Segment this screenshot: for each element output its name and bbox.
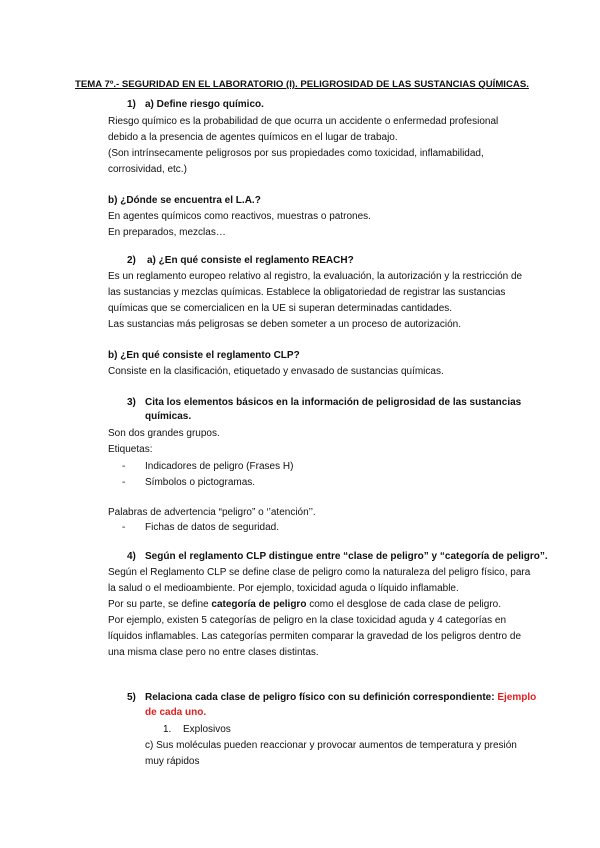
q3-warning: Palabras de advertencia “peligro” o ‘’atención’’. <box>108 507 316 518</box>
q3-item-1: Indicadores de peligro (Frases H) <box>145 461 294 472</box>
q5-heading <box>145 691 536 705</box>
q2b-line-1: Consiste en la clasificación, etiquetado y envasado de sustancias químicas. <box>108 366 444 377</box>
q2-line-2: las sustancias y mezclas químicas. Establece la obligatoriedad de registrar las sustancias <box>108 287 506 298</box>
q3-item-last: Fichas de datos de seguridad. <box>145 522 279 533</box>
q5-answer-line-2: muy rápidos <box>145 756 200 767</box>
q5-sub-number: 1. <box>163 724 172 735</box>
q4-line-3-bold: categoría de peligro <box>211 599 307 610</box>
q5-heading-red-2: de cada uno. <box>145 707 207 718</box>
q4-line-2: la salud o el medioambiente. Por ejemplo, toxicidad aguda o líquido inflamable. <box>108 583 459 594</box>
q1-number: 1) <box>127 99 136 110</box>
q1b-line-1: En agentes químicos como reactivos, muestras o patrones. <box>108 211 371 222</box>
bullet-marker: - <box>122 522 126 533</box>
q1-line-4: corrosividad, etc.) <box>108 164 187 175</box>
q4-line-5: líquidos inflamables. Las categorías permiten comparar la gravedad de los peligros dentro de <box>108 631 522 642</box>
q5-heading-red: Ejemplo <box>497 692 537 703</box>
q3-intro: Son dos grandes grupos. <box>108 428 220 439</box>
q4-line-1: Según el Reglamento CLP se define clase de peligro como la naturaleza del peligro físico, para <box>108 567 531 578</box>
q2-line-3: químicas que se comercialicen en la UE si superan determinadas cantidades. <box>108 303 453 314</box>
q5-sub-item: Explosivos <box>183 724 231 735</box>
q2-heading: a) ¿En qué consiste el reglamento REACH? <box>147 255 354 266</box>
q4-line-3-post: como el desglose de cada clase de peligro. <box>306 599 502 610</box>
q4-line-3-pre: Por su parte, se define <box>108 599 212 610</box>
q1b-line-2: En preparados, mezclas… <box>108 227 226 238</box>
q3-number: 3) <box>127 397 136 408</box>
bullet-marker: - <box>122 477 126 488</box>
q1-line-3: (Son intrínsecamente peligrosos por sus propiedades como toxicidad, inflamabilidad, <box>108 148 484 159</box>
page-title: TEMA 7º.- SEGURIDAD EN EL LABORATORIO (I). PELIGROSIDAD DE LAS SUSTANCIAS QUÍMICAS. <box>75 79 529 90</box>
q2-line-4: Las sustancias más peligrosas se deben someter a un proceso de autorización. <box>108 319 461 330</box>
q5-heading-text: Relaciona cada clase de peligro físico con su definición correspondiente: <box>145 692 498 703</box>
q4-line-4: Por ejemplo, existen 5 categorías de peligro en la clase toxicidad aguda y 4 categorías en <box>108 615 507 626</box>
q1-line-2: debido a la presencia de agentes químicos en el lugar de trabajo. <box>108 132 398 143</box>
q3-heading-line-1: Cita los elementos básicos en la información de peligrosidad de las sustancias <box>145 397 522 408</box>
q4-line-3 <box>108 598 501 612</box>
q3-label: Etiquetas: <box>108 444 153 455</box>
q1b-heading: b) ¿Dónde se encuentra el L.A.? <box>108 195 261 206</box>
q3-heading-line-2: químicas. <box>145 411 192 422</box>
q2b-heading: b) ¿En qué consiste el reglamento CLP? <box>108 350 300 361</box>
q5-answer-line-1: c) Sus moléculas pueden reaccionar y provocar aumentos de temperatura y presión <box>145 740 517 751</box>
q1-line-1: Riesgo químico es la probabilidad de que ocurra un accidente o enfermedad profesional <box>108 116 499 127</box>
q2-number: 2) <box>127 255 136 266</box>
q4-heading: Según el reglamento CLP distingue entre “clase de peligro” y “categoría de peligro”. <box>145 551 548 562</box>
q4-line-6: una misma clase pero no entre clases distintas. <box>108 647 319 658</box>
q1-heading: a) Define riesgo químico. <box>145 99 264 110</box>
q5-number: 5) <box>127 692 136 703</box>
q4-number: 4) <box>127 551 136 562</box>
bullet-marker: - <box>122 461 126 472</box>
q3-item-2: Símbolos o pictogramas. <box>145 477 256 488</box>
q2-line-1: Es un reglamento europeo relativo al registro, la evaluación, la autorización y la restricción de <box>108 271 523 282</box>
